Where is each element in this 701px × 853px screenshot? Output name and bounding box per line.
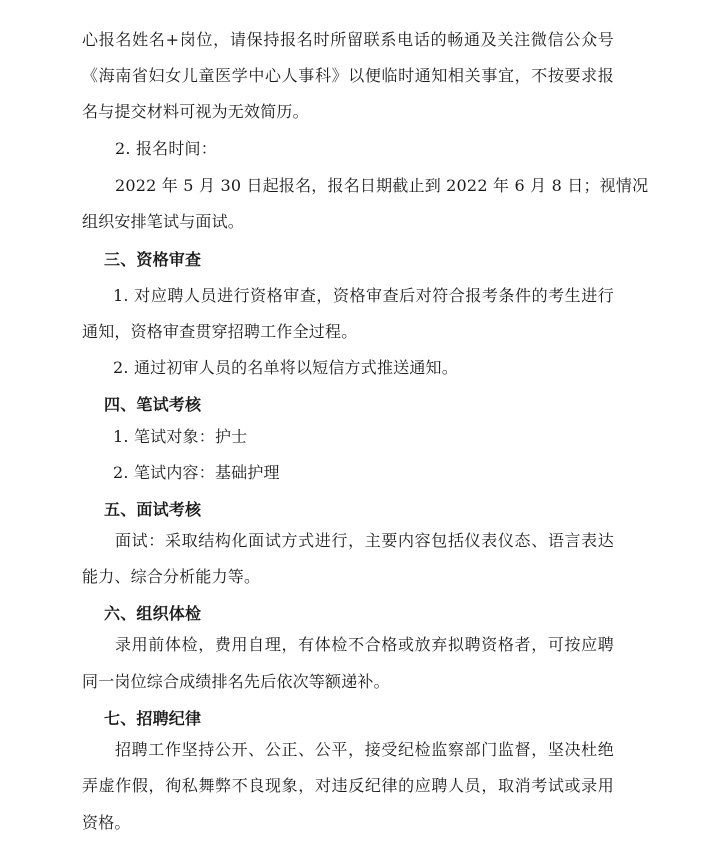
paragraph-line: 心报名姓名+岗位，请保持报名时所留联系电话的畅通及关注微信公众号 — [82, 30, 614, 49]
paragraph-line: 名与提交材料可视为无效简历。 — [82, 102, 309, 121]
paragraph-line: 招聘工作坚持公开、公正、公平，接受纪检监察部门监督，坚决杜绝 — [115, 740, 614, 759]
paragraph-line: 通知，资格审查贯穿招聘工作全过程。 — [82, 322, 358, 341]
list-item: 2. 笔试内容：基础护理 — [113, 463, 280, 482]
section-heading: 七、招聘纪律 — [104, 709, 202, 728]
paragraph-line: 《海南省妇女儿童医学中心人事科》以便临时通知相关事宜，不按要求报 — [82, 66, 614, 85]
paragraph-line: 组织安排笔试与面试。 — [82, 212, 245, 231]
list-item: 2. 报名时间： — [115, 139, 217, 158]
paragraph-line: 录用前体检，费用自理，有体检不合格或放弃拟聘资格者，可按应聘 — [115, 635, 614, 654]
section-heading: 四、笔试考核 — [104, 395, 202, 414]
paragraph-line: 弄虚作假，徇私舞弊不良现象，对违反纪律的应聘人员，取消考试或录用 — [82, 776, 614, 795]
paragraph-line: 资格。 — [82, 813, 131, 832]
section-heading: 五、面试考核 — [104, 500, 202, 519]
paragraph-line: 2022 年 5 月 30 日起报名，报名日期截止到 2022 年 6 月 8 日；视情况 — [115, 176, 649, 195]
paragraph-line: 能力、综合分析能力等。 — [82, 567, 261, 586]
section-heading: 三、资格审查 — [104, 250, 202, 269]
paragraph-line: 同一岗位综合成绩排名先后依次等额递补。 — [82, 672, 390, 691]
list-item: 1. 对应聘人员进行资格审查，资格审查后对符合报考条件的考生进行 — [113, 286, 614, 305]
section-heading: 六、组织体检 — [104, 604, 202, 623]
list-item: 2. 通过初审人员的名单将以短信方式推送通知。 — [113, 358, 458, 377]
paragraph-line: 面试：采取结构化面试方式进行，主要内容包括仪表仪态、语言表达 — [115, 531, 614, 550]
list-item: 1. 笔试对象：护士 — [113, 427, 248, 446]
